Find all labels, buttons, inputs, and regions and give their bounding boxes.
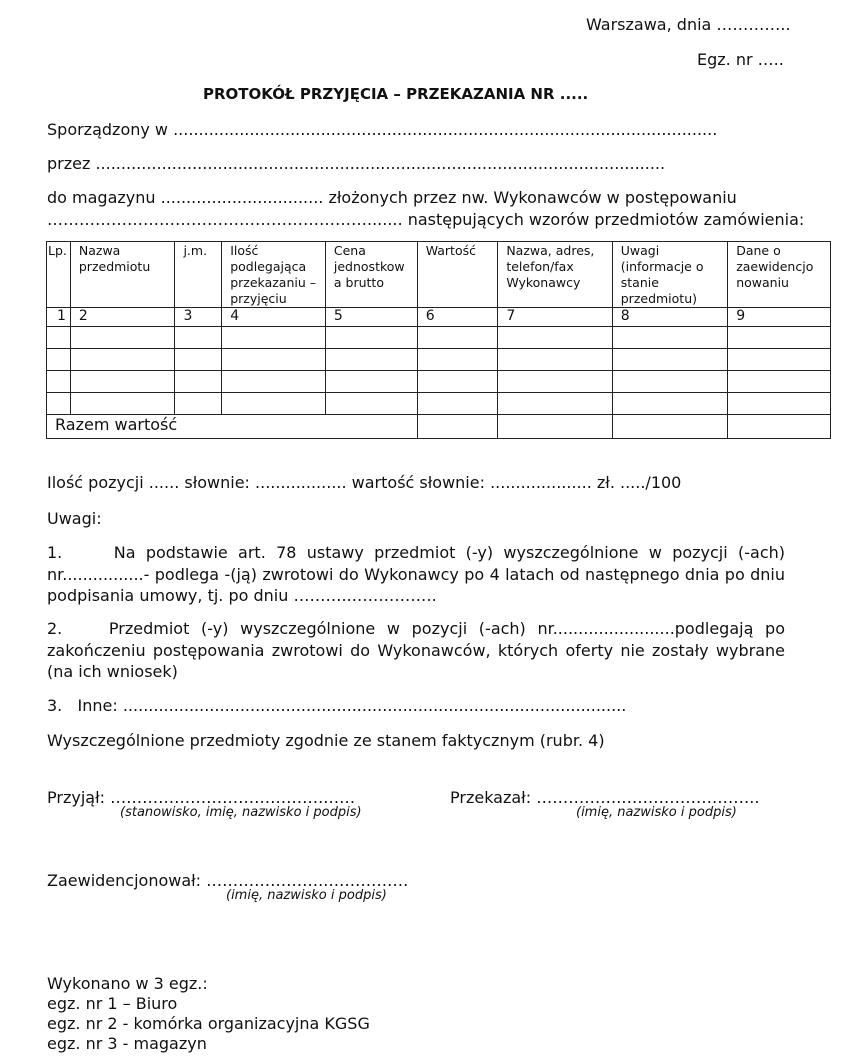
copy-number: Egz. nr ….. xyxy=(697,50,784,69)
column-number: 5 xyxy=(325,308,417,327)
table-cell[interactable] xyxy=(498,327,612,349)
header-cell: j.m. xyxy=(175,242,222,308)
table-cell[interactable] xyxy=(612,415,727,439)
remarks-heading: Uwagi: xyxy=(47,509,102,528)
header-cell: Dane o zaewidencjo nowaniu xyxy=(728,242,831,308)
table-cell[interactable] xyxy=(222,327,326,349)
items-table xyxy=(46,241,831,439)
copy-3: egz. nr 3 - magazyn xyxy=(47,1034,207,1053)
table-row xyxy=(47,327,831,349)
header-cell: Cena jednostkow a brutto xyxy=(325,242,417,308)
copy-1: egz. nr 1 – Biuro xyxy=(47,994,178,1013)
column-number-row xyxy=(47,308,831,327)
column-number: 8 xyxy=(612,308,727,327)
remark-item-1: 1. Na podstawie art. 78 ustawy przedmiot (-y) wyszczególnione w pozycji (-ach) nr................- podlega -(ją) zwrotowi do Wykonawcy po 4 latach od następnego dnia po dniu podpisania umowy, tj. po dniu ………..……………. xyxy=(47,543,785,605)
table-cell[interactable] xyxy=(728,393,831,415)
table-cell[interactable] xyxy=(612,393,727,415)
table-row xyxy=(47,371,831,393)
table-cell[interactable] xyxy=(47,371,71,393)
table-cell[interactable] xyxy=(417,327,498,349)
table-cell[interactable] xyxy=(325,393,417,415)
column-number: 1 xyxy=(47,308,71,327)
total-value-cell[interactable] xyxy=(417,415,498,439)
column-number: 3 xyxy=(175,308,222,327)
table-cell[interactable] xyxy=(70,349,175,371)
table-cell[interactable] xyxy=(47,349,71,371)
table-cell[interactable] xyxy=(498,393,612,415)
table-cell[interactable] xyxy=(417,371,498,393)
table-cell[interactable] xyxy=(728,327,831,349)
table-cell[interactable] xyxy=(612,349,727,371)
header-cell: Nazwa przedmiotu xyxy=(70,242,175,308)
table-cell[interactable] xyxy=(498,415,612,439)
total-label: Razem wartość xyxy=(47,415,418,439)
column-number: 2 xyxy=(70,308,175,327)
table-cell[interactable] xyxy=(728,349,831,371)
copies-heading: Wykonano w 3 egz.: xyxy=(47,974,208,993)
header-cell: Uwagi (informacje o stanie przedmiotu) xyxy=(612,242,727,308)
handed-over-by-field: Przekazał: …………….…………………….. xyxy=(450,788,760,807)
header-cell: Lp. xyxy=(47,242,71,308)
table-cell[interactable] xyxy=(325,327,417,349)
copy-2: egz. nr 2 - komórka organizacyjna KGSG xyxy=(47,1014,370,1033)
table-cell[interactable] xyxy=(70,393,175,415)
table-cell[interactable] xyxy=(612,327,727,349)
received-by-caption: (stanowisko, imię, nazwisko i podpis) xyxy=(120,805,362,820)
total-row xyxy=(47,415,831,439)
table-row xyxy=(47,393,831,415)
table-cell[interactable] xyxy=(175,371,222,393)
table-cell[interactable] xyxy=(612,371,727,393)
column-number: 6 xyxy=(417,308,498,327)
column-number: 9 xyxy=(728,308,831,327)
table-cell[interactable] xyxy=(728,415,831,439)
count-line: Ilość pozycji ...... słownie: .................. wartość słownie: .................... zł. ...../100 xyxy=(47,473,682,492)
table-cell[interactable] xyxy=(47,393,71,415)
remark-item-2: 2. Przedmiot (-y) wyszczególnione w pozycji (-ach) nr........................podlegają po zakończeniu postępowania zwrotowi do Wykonawców, których oferty nie zostały wybrane (na ich wniosek) xyxy=(47,619,785,681)
table-cell[interactable] xyxy=(728,371,831,393)
table-cell[interactable] xyxy=(325,371,417,393)
column-number: 7 xyxy=(498,308,612,327)
warehouse-field: do magazynu ................................ złożonych przez nw. Wykonawców w postępowaniu xyxy=(47,188,737,207)
header-cell: Nazwa, adres, telefon/fax Wykonawcy xyxy=(498,242,612,308)
table-cell[interactable] xyxy=(222,393,326,415)
place-date: Warszawa, dnia ………….. xyxy=(586,15,791,34)
table-header-row xyxy=(47,242,831,308)
table-cell[interactable] xyxy=(222,349,326,371)
table-cell[interactable] xyxy=(70,327,175,349)
table-cell[interactable] xyxy=(47,327,71,349)
header-cell: Ilość podlegająca przekazaniu – przyjęciu xyxy=(222,242,326,308)
received-by-field: Przyjął: ………………………………….…… xyxy=(47,788,356,807)
handed-over-by-caption: (imię, nazwisko i podpis) xyxy=(576,805,737,820)
by-field: przez ................................................................................................................ xyxy=(47,154,666,173)
header-cell: Wartość xyxy=(417,242,498,308)
recorded-by-field: Zaewidencjonował: …………………..…………… xyxy=(47,871,409,890)
table-cell[interactable] xyxy=(222,371,326,393)
recorded-by-caption: (imię, nazwisko i podpis) xyxy=(226,888,387,903)
drawn-up-field: Sporządzony w ........................................................................................................... xyxy=(47,120,718,139)
table-cell[interactable] xyxy=(417,393,498,415)
table-row xyxy=(47,349,831,371)
document-title: PROTOKÓŁ PRZYJĘCIA – PRZEKAZANIA NR ..... xyxy=(203,85,589,103)
column-number: 4 xyxy=(222,308,326,327)
table-cell[interactable] xyxy=(417,349,498,371)
table-cell[interactable] xyxy=(498,371,612,393)
table-cell[interactable] xyxy=(175,327,222,349)
table-cell[interactable] xyxy=(175,393,222,415)
procedure-field: ……………………………………………………....... następujących wzorów przedmiotów zamówienia: xyxy=(47,210,805,229)
remark-item-3: 3. Inne: ................................................................................................... xyxy=(47,696,627,715)
consistency-statement: Wyszczególnione przedmioty zgodnie ze stanem faktycznym (rubr. 4) xyxy=(47,731,605,750)
table-cell[interactable] xyxy=(175,349,222,371)
table-cell[interactable] xyxy=(325,349,417,371)
table-cell[interactable] xyxy=(498,349,612,371)
table-cell[interactable] xyxy=(70,371,175,393)
